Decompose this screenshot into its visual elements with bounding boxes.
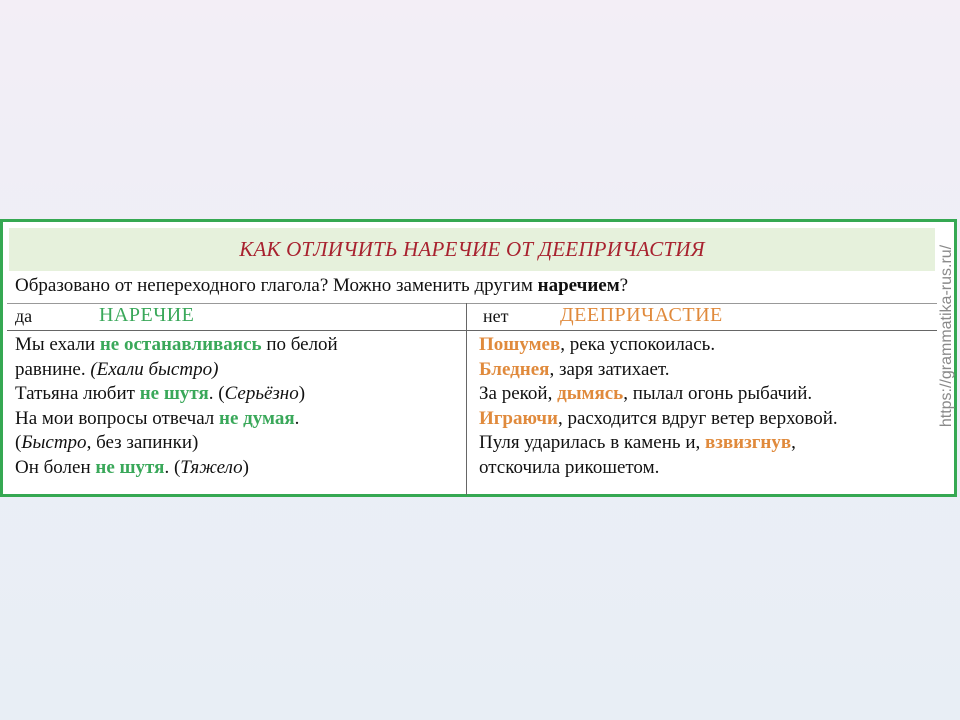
example-text: , без запинки) [86, 432, 199, 453]
table-title-bar [9, 228, 935, 271]
highlight-gerund: Играючи [479, 407, 558, 429]
example-text: На мои вопросы отвечал [15, 407, 220, 429]
row-divider [7, 330, 937, 331]
gerund-example [479, 358, 934, 383]
example-text: ) [242, 456, 249, 478]
adverb-example [15, 407, 460, 432]
gerund-example [479, 431, 934, 456]
question-text: Образовано от непереходного глагола? Можно заменить другим [15, 275, 538, 296]
replacement-hint: Быстро [21, 432, 87, 453]
gerund-example [479, 382, 934, 407]
highlight-gerund: Пошумев [479, 334, 561, 355]
gerund-example [479, 407, 934, 432]
example-text: . [294, 407, 300, 429]
example-text: Татьяна любит [15, 383, 140, 404]
question-line [15, 275, 628, 297]
highlight-adverb: не шутя [139, 383, 209, 404]
example-text: Пуля ударилась в камень и, [479, 432, 705, 453]
question-end: ? [619, 275, 629, 296]
gerund-column [479, 333, 934, 480]
adverb-example [15, 358, 460, 383]
header-row [7, 303, 937, 332]
replacement-hint: (Ехали быстро) [90, 358, 219, 380]
example-text: отскочила рикошетом. [479, 456, 660, 478]
gerund-heading: ДЕЕПРИЧАСТИЕ [560, 304, 723, 326]
highlight-adverb: не останавливаясь [99, 334, 262, 355]
highlight-gerund: взвизгнув [705, 432, 792, 453]
example-text: ( [15, 432, 22, 453]
adverb-example [15, 456, 460, 481]
adverb-example [15, 382, 460, 407]
adverb-example [15, 333, 460, 358]
adverb-example [15, 431, 460, 456]
example-text: За рекой, [479, 383, 558, 404]
no-label: нет [483, 306, 509, 326]
example-text: , [791, 432, 796, 453]
example-text: , заря затихает. [549, 358, 670, 380]
example-text: ) [298, 383, 306, 404]
example-text: . ( [164, 456, 181, 478]
highlight-gerund: дымясь [557, 383, 624, 404]
example-text: Он болен [15, 456, 96, 478]
example-text: , пылал огонь рыбачий. [623, 383, 813, 404]
highlight-gerund: Бледнея [479, 358, 550, 380]
table-title: КАК ОТЛИЧИТЬ НАРЕЧИЕ ОТ ДЕЕПРИЧАСТИЯ [239, 237, 705, 261]
highlight-adverb: не думая [219, 407, 295, 429]
adverb-heading: НАРЕЧИЕ [99, 304, 195, 326]
question-bold: наречием [537, 275, 620, 296]
watermark [934, 222, 960, 450]
replacement-hint: Тяжело [180, 456, 243, 478]
example-text: , расходится вдруг ветер верховой. [557, 407, 838, 429]
example-text: равнине. [15, 358, 91, 380]
gerund-example [479, 333, 934, 358]
example-text: . ( [208, 383, 225, 404]
gerund-example [479, 456, 934, 481]
highlight-adverb: не шутя [95, 456, 165, 478]
comparison-table [0, 219, 957, 497]
adverb-column [15, 333, 460, 480]
replacement-hint: Серьёзно [224, 383, 299, 404]
watermark-text: https://grammatika-rus.ru/ [938, 244, 955, 428]
example-text: Мы ехали [15, 334, 100, 355]
example-text: , река успокоилась. [560, 334, 716, 355]
column-divider [466, 303, 467, 495]
yes-label: да [15, 306, 33, 326]
example-text: по белой [261, 334, 338, 355]
